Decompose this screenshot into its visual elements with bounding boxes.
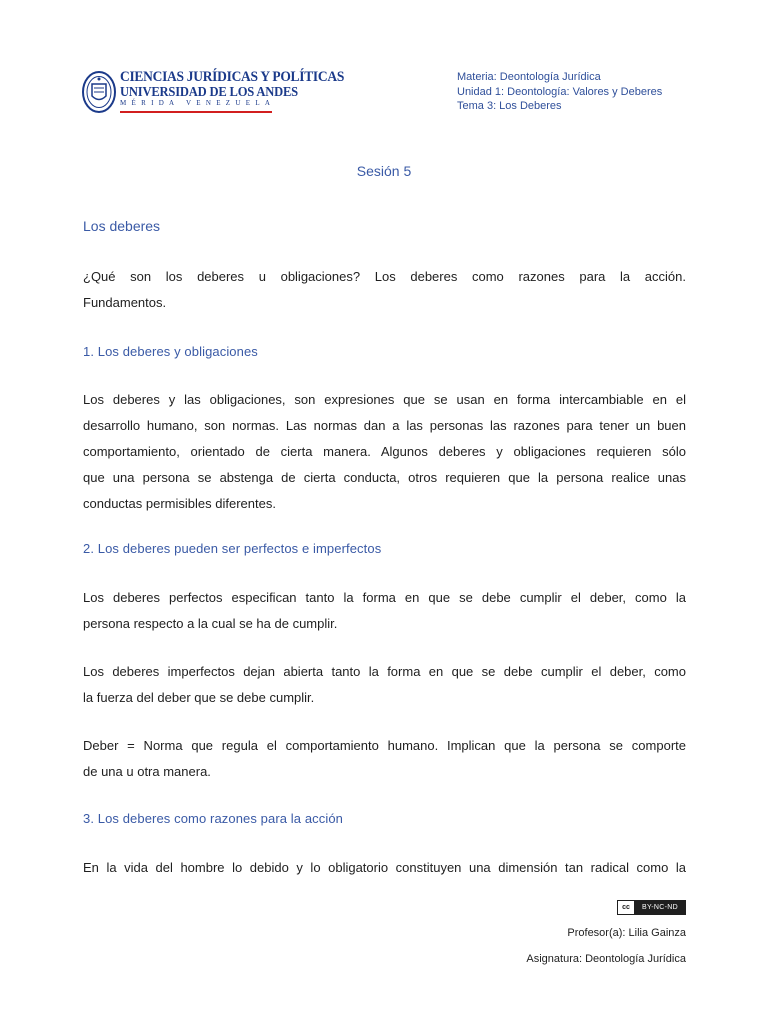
paragraph-line: Los deberes y las obligaciones, son expresiones que se usan en forma intercambiable en el — [83, 392, 686, 407]
paragraph-duties-as-reasons — [83, 855, 686, 881]
paragraph-line: Los deberes imperfectos dejan abierta tanto la forma en que se debe cumplir el deber, como — [83, 664, 686, 679]
creative-commons-icon: cc — [618, 901, 635, 914]
paragraph-line: ¿Qué son los deberes u obligaciones? Los deberes como razones para la acción. — [83, 269, 686, 284]
subsection-heading-3: 3. Los deberes como razones para la acción — [83, 811, 344, 826]
paragraph-line: Fundamentos. — [83, 295, 167, 310]
paragraph-line: Deber = Norma que regula el comportamiento humano. Implican que la persona se comporte — [83, 738, 686, 753]
logo-location: MÉRIDA VENEZUELA — [120, 99, 276, 107]
meta-unidad: Unidad 1: Deontología: Valores y Deberes — [457, 85, 663, 98]
paragraph-line: comportamiento, orientado de cierta manera. Algunos deberes y obligaciones requieren sólo — [83, 444, 686, 459]
page-title: Sesión 5 — [356, 163, 412, 179]
paragraph-duties-obligations — [83, 387, 686, 517]
logo-university-name: UNIVERSIDAD DE LOS ANDES — [120, 84, 298, 99]
logo-red-rule — [120, 111, 272, 113]
section-heading: Los deberes — [83, 218, 161, 234]
university-seal-icon — [82, 70, 116, 114]
logo-faculty-name: CIENCIAS JURÍDICAS Y POLÍTICAS — [120, 69, 345, 85]
license-badge[interactable] — [617, 900, 686, 915]
paragraph-line: de una u otra manera. — [83, 764, 211, 779]
paragraph-line: persona respecto a la cual se ha de cumplir. — [83, 616, 338, 631]
paragraph-line: conductas permisibles diferentes. — [83, 496, 276, 511]
paragraph-imperfect-duties — [83, 659, 686, 711]
paragraph-line: la fuerza del deber que se debe cumplir. — [83, 690, 315, 705]
intro-paragraph — [83, 264, 686, 316]
paragraph-perfect-duties — [83, 585, 686, 637]
meta-tema: Tema 3: Los Deberes — [457, 100, 562, 112]
subsection-heading-1: 1. Los deberes y obligaciones — [83, 344, 258, 359]
university-logo — [82, 69, 345, 116]
meta-materia: Materia: Deontología Jurídica — [457, 71, 601, 83]
paragraph-duty-definition — [83, 733, 686, 785]
course-meta — [457, 70, 662, 114]
footer-profesor: Profesor(a): Lilia Gainza — [567, 927, 686, 939]
paragraph-line: que una persona se abstenga de cierta conducta, otros requieren que la persona realice unas — [83, 470, 686, 485]
footer-asignatura: Asignatura: Deontología Jurídica — [526, 953, 686, 965]
paragraph-line: desarrollo humano, son normas. Las normas dan a las personas las razones para tener un buen — [83, 418, 686, 433]
paragraph-line: Los deberes perfectos especifican tanto la forma en que se debe cumplir el deber, como la — [83, 590, 686, 605]
license-label: BY-NC-ND — [635, 901, 685, 914]
paragraph-line: En la vida del hombre lo debido y lo obligatorio constituyen una dimensión tan radical como la — [83, 860, 686, 875]
subsection-heading-2: 2. Los deberes pueden ser perfectos e imperfectos — [83, 541, 382, 556]
